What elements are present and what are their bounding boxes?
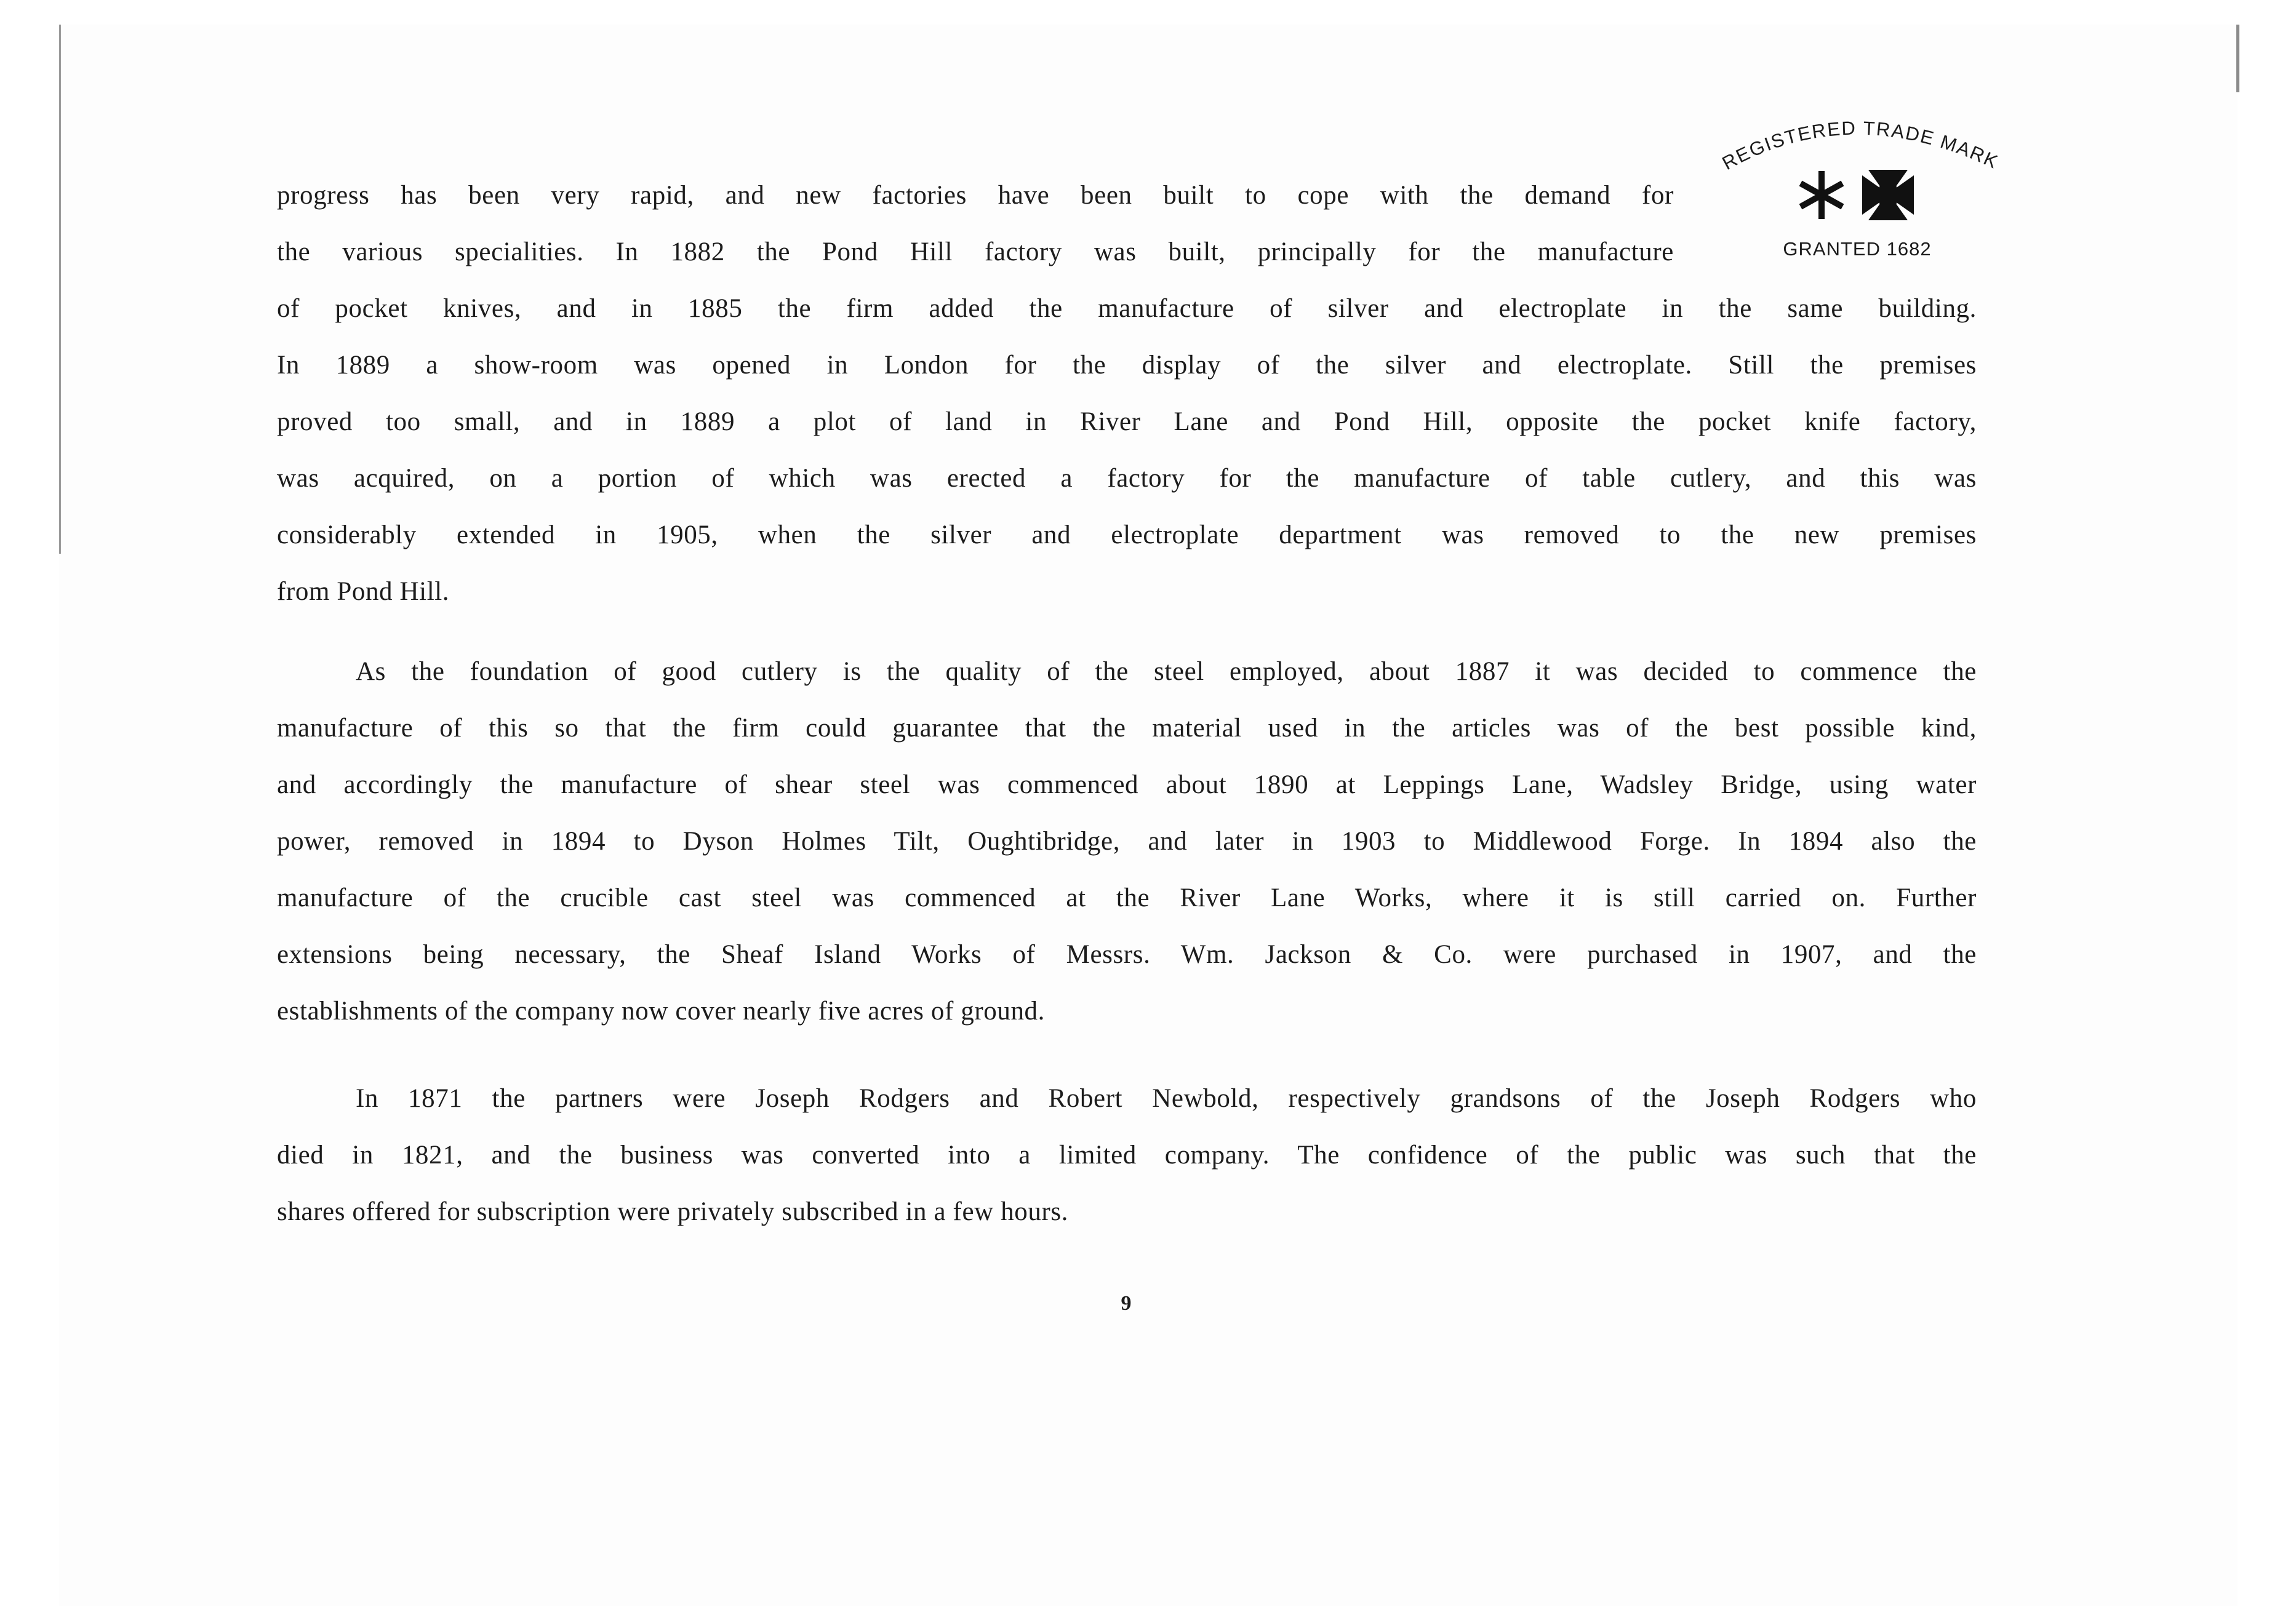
paragraph-partners: [277, 1071, 1977, 1240]
text-line: from Pond Hill.: [277, 577, 450, 606]
text-line: extensions being necessary, the Sheaf Island Works of Messrs. Wm. Jackson & Co. were purchased in 1907, and the: [277, 940, 1977, 969]
text-line: proved too small, and in 1889 a plot of land in River Lane and Pond Hill, opposite the pocket knife factory,: [277, 407, 1977, 436]
page-number: 9: [1121, 1292, 1132, 1315]
scan-edge-left: [59, 25, 61, 554]
text-line: In 1871 the partners were Joseph Rodgers and Robert Newbold, respectively grandsons of the Joseph Rodgers who: [356, 1084, 1977, 1113]
text-line: manufacture of this so that the firm could guarantee that the material used in the articles was of the best possible kind,: [277, 714, 1977, 743]
text-line: In 1889 a show-room was opened in London for the display of the silver and electroplate. Still the premises: [277, 351, 1977, 380]
text-line: and accordingly the manufacture of shear steel was commenced about 1890 at Leppings Lane, Wadsley Bridge, using water: [277, 770, 1977, 799]
text-line: considerably extended in 1905, when the silver and electroplate department was removed to the new premises: [277, 520, 1977, 549]
trade-mark-granted: GRANTED 1682: [1783, 238, 1932, 260]
trade-mark-arc-text: REGISTERED TRADE MARK: [1718, 117, 2002, 174]
text-line: the various specialities. In 1882 the Pond Hill factory was built, principally for the manufacture: [277, 237, 1674, 266]
paragraph-factories: [277, 167, 1977, 620]
paragraph-steel: [277, 644, 1977, 1040]
text-line: shares offered for subscription were privately subscribed in a few hours.: [277, 1197, 1069, 1226]
text-line: power, removed in 1894 to Dyson Holmes Tilt, Oughtibridge, and later in 1903 to Middlewood Forge. In 1894 also the: [277, 827, 1977, 856]
text-line: As the foundation of good cutlery is the quality of the steel employed, about 1887 it was decided to commence the: [356, 657, 1977, 686]
text-line: progress has been very rapid, and new factories have been built to cope with the demand for: [277, 181, 1674, 210]
text-line: manufacture of the crucible cast steel was commenced at the River Lane Works, where it is still carried on. Further: [277, 883, 1977, 912]
text-line: died in 1821, and the business was converted into a limited company. The confidence of the public was such that the: [277, 1141, 1977, 1170]
scan-edge-right: [2236, 25, 2239, 92]
text-line: of pocket knives, and in 1885 the firm added the manufacture of silver and electroplate in the same building.: [277, 294, 1977, 323]
text-line: establishments of the company now cover nearly five acres of ground.: [277, 997, 1045, 1026]
text-line: was acquired, on a portion of which was erected a factory for the manufacture of table cutlery, and this was: [277, 464, 1977, 493]
